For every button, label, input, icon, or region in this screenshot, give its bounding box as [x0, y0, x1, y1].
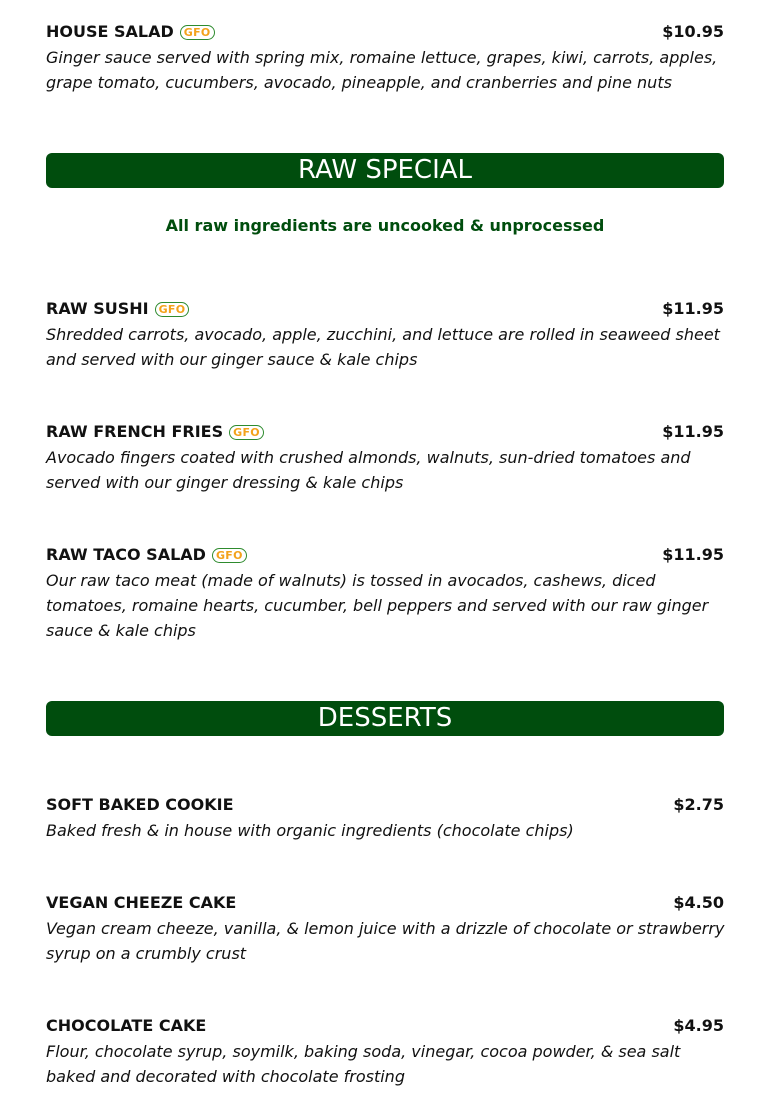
- menu-item-name: [46, 794, 234, 816]
- menu-item-name: [46, 21, 215, 43]
- item-name-text: SOFT BAKED COOKIE: [46, 795, 234, 814]
- menu-item-description: Our raw taco meat (made of walnuts) is tossed in avocados, cashews, diced tomatoes, romaine hearts, cucumber, bell peppers and served with our raw ginger sauce & kale chips: [46, 571, 709, 640]
- item-name-text: RAW SUSHI: [46, 299, 149, 318]
- menu-item-name: [46, 298, 189, 320]
- menu-item-name: [46, 544, 247, 566]
- menu-item-name: [46, 892, 236, 914]
- item-name-text: RAW TACO SALAD: [46, 545, 206, 564]
- menu-item-price: $4.50: [673, 893, 724, 912]
- menu-item-name: [46, 1015, 206, 1037]
- menu-item-description: Baked fresh & in house with organic ingredients (chocolate chips): [46, 821, 574, 840]
- section-header-raw-special: RAW SPECIAL: [46, 153, 724, 188]
- menu-item-description: Ginger sauce served with spring mix, romaine lettuce, grapes, kiwi, carrots, apples, grape tomato, cucumbers, avocado, pineapple, and cranberries and pine nuts: [46, 48, 718, 92]
- menu-item-name: [46, 421, 264, 443]
- menu-item-description: Avocado fingers coated with crushed almonds, walnuts, sun-dried tomatoes and served with our ginger dressing & kale chips: [46, 448, 691, 492]
- menu-item-price: $11.95: [662, 299, 724, 318]
- gfo-badge: GFO: [229, 425, 264, 440]
- menu-item-description: Flour, chocolate syrup, soymilk, baking soda, vinegar, cocoa powder, & sea salt baked and decorated with chocolate frosting: [46, 1042, 681, 1086]
- menu-item-price: $11.95: [662, 545, 724, 564]
- gfo-badge: GFO: [180, 25, 215, 40]
- menu-item-price: $2.75: [673, 795, 724, 814]
- menu-item-price: $10.95: [662, 22, 724, 41]
- item-name-text: RAW FRENCH FRIES: [46, 422, 224, 441]
- menu-item-description: Vegan cream cheeze, vanilla, & lemon juice with a drizzle of chocolate or strawberry syrup on a crumbly crust: [46, 919, 725, 963]
- item-name-text: VEGAN CHEEZE CAKE: [46, 893, 237, 912]
- menu-item-price: $4.95: [673, 1016, 724, 1035]
- menu-item-price: $11.95: [662, 422, 724, 441]
- item-name-text: CHOCOLATE CAKE: [46, 1016, 207, 1035]
- gfo-badge: GFO: [212, 548, 247, 563]
- item-name-text: HOUSE SALAD: [46, 22, 174, 41]
- section-header-desserts: DESSERTS: [46, 701, 724, 736]
- menu-item-description: Shredded carrots, avocado, apple, zucchini, and lettuce are rolled in seaweed sheet and served with our ginger sauce & kale chips: [46, 325, 720, 369]
- gfo-badge: GFO: [155, 302, 190, 317]
- section-note: All raw ingredients are uncooked & unprocessed: [165, 216, 605, 235]
